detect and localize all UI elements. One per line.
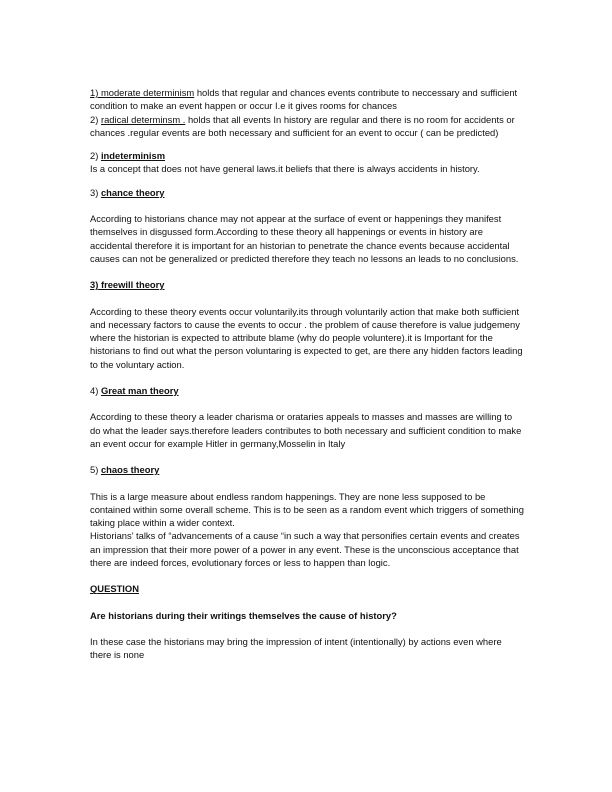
great-man-theory-heading: Great man theory bbox=[100, 385, 179, 397]
chaos-theory-heading-line bbox=[90, 463, 524, 476]
indeterminism-text: Is a concept that does not have general laws.it beliefs that there is always accidents in history. bbox=[90, 163, 480, 175]
radical-determinism-number: 2) bbox=[90, 113, 101, 125]
radical-determinism-heading: radical determinsm . bbox=[100, 113, 186, 125]
chaos-theory-heading: chaos theory bbox=[100, 464, 160, 476]
freewill-theory-text: According to these theory events occur voluntarily.its through voluntarily action that make both sufficient and necessary factors to cause the events to occur . the problem of cause therefore is value judgemeny where the historian is expected to attribute blame (why do people voluntere).it is Important for the historians to find out what the person voluntaring is expected to get, are there any hidden factors leading to the voluntary action. bbox=[90, 305, 523, 370]
freewill-theory-heading: 3) freewill theory bbox=[90, 279, 165, 291]
chaos-theory-text-2: Historians’ talks of “advancements of a cause “in such a way that personifies certain events and creates an impression that their more power of a power in any event. These is the unconscious acceptance that there are indeed forces, evolutionary forces or less to happen than logic. bbox=[90, 530, 520, 569]
moderate-determinism-text: holds that regular and chances events contribute to neccessary and sufficient condition to make an event happen or occur I.e it gives rooms for chances bbox=[90, 87, 518, 112]
radical-determinism-paragraph bbox=[90, 113, 524, 140]
question-label: QUESTION bbox=[90, 583, 139, 595]
chance-theory-heading: chance theory bbox=[100, 186, 165, 198]
chance-theory-text: According to historians chance may not appear at the surface of event or happenings they manifest themselves in disgussed form.According to these theory all happenings or events in history are accidental therefore it is important for an historian to penetrate the chance events because accidental causes can not be generalized or predicted therefore they teach no lessons an leads to no conclusions. bbox=[90, 213, 519, 264]
indeterminism-heading-line bbox=[90, 149, 524, 162]
chaos-theory-number: 5) bbox=[90, 464, 101, 476]
indeterminism-heading: indeterminism bbox=[100, 150, 166, 162]
indeterminism-number: 2) bbox=[90, 150, 101, 162]
great-man-theory-heading-line bbox=[90, 384, 524, 397]
chance-theory-heading-line bbox=[90, 186, 524, 199]
great-man-theory-text: According to these theory a leader charisma or orataries appeals to masses and masses are willing to do what the leader says.therefore leaders contributes to both necessary and sufficient condition to make an event occur for example Hitler in germany,Mosselin in Italy bbox=[90, 411, 522, 449]
radical-determinism-text: holds that all events In history are regular and there is no room for accidents or chances .regular events are both necessary and sufficient for an event to occur ( can be predicted) bbox=[90, 113, 515, 138]
chance-theory-number: 3) bbox=[90, 186, 101, 198]
great-man-theory-number: 4) bbox=[90, 385, 101, 397]
moderate-determinism-heading: 1) moderate determinism bbox=[90, 87, 195, 98]
chaos-theory-text-1: This is a large measure about endless random happenings. They are none less supposed to be contained within some overall scheme. This is to be seen as a random event which triggers of something taking place within a wider context. bbox=[90, 490, 524, 529]
question-text: Are historians during their writings themselves the cause of history? bbox=[90, 609, 397, 621]
question-answer: In these case the historians may bring the impression of intent (intentionally) by actions even where there is none bbox=[90, 635, 502, 661]
moderate-determinism-paragraph bbox=[90, 86, 524, 113]
